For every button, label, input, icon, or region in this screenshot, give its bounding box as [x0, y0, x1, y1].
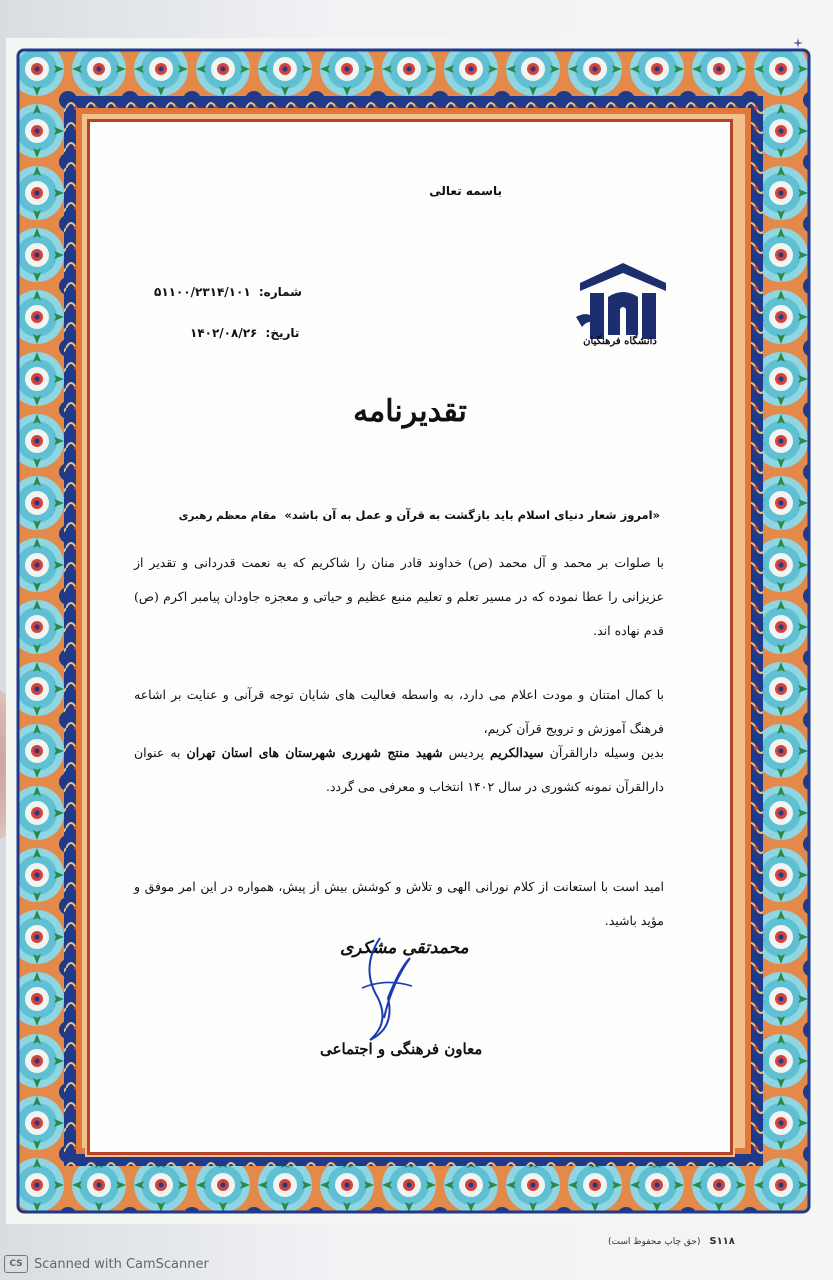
watermark-text: Scanned with CamScanner — [34, 1256, 209, 1272]
number-value: ۵۱۱۰۰/۲۳۱۴/۱۰۱ — [154, 285, 251, 299]
paragraph-3 — [134, 736, 664, 804]
p3-after: به عنوان دارالقرآن نمونه کشوری در سال ۱۴۰۲ انتخاب و معرفی می گردد. — [134, 745, 664, 794]
p3-mid: پردیس — [448, 745, 484, 760]
paragraph-2: با کمال امتنان و مودت اعلام می دارد، به واسطه فعالیت های شایان توجه قرآنی و عنایت بر اشاعه فرهنگ آموزش و ترویج قرآن کریم، — [134, 687, 664, 736]
quote-text: «امروز شعار دنیای اسلام باید بازگشت به قرآن و عمل به آن باشد» — [284, 508, 660, 522]
copyright-note: (حق چاپ محفوظ است) — [608, 1237, 701, 1247]
university-logo-text: دانشگاه فرهنگیان — [583, 336, 657, 347]
quote-source: مقام معظم رهبری — [178, 510, 277, 522]
handwritten-signature — [340, 928, 430, 1048]
date-label: تاریخ: — [265, 326, 300, 340]
form-code — [608, 1236, 735, 1247]
paragraph-4: امید است با استعانت از کلام نورانی الهی و تلاش و کوشش بیش از پیش، همواره در این امر موفق و مؤید باشید. — [134, 879, 664, 928]
p3-before: بدین وسیله دارالقرآن — [549, 745, 665, 760]
letter-date — [190, 326, 299, 340]
basmala: باسمه تعالی — [429, 184, 502, 198]
certificate-paper — [90, 122, 730, 1152]
date-value: ۱۴۰۲/۰۸/۲۶ — [190, 326, 258, 340]
certificate-title: تقدیرنامه — [353, 394, 467, 429]
paragraph-1: با صلوات بر محمد و آل محمد (ص) خداوند قادر منان را شاکریم که به نعمت قدردانی و تقدیر از عزیزانی را عطا نموده که در مسیر تعلم و تعلیم منبع عظیم و حیاتی و معجزه جاودان پیامبر اکرم (ص) قدم نهاده اند. — [134, 555, 664, 638]
certificate — [6, 38, 821, 1224]
leader-quote — [140, 508, 660, 522]
p3-bold-campus: شهید منتج شهرری شهرستان های استان تهران — [186, 745, 443, 760]
signer-name: محمدتقی مشکری — [340, 938, 469, 958]
p3-bold-name: سیدالکریم — [489, 745, 544, 760]
form-code-value: S۱۱۸ — [709, 1236, 735, 1247]
camscanner-logo-icon: CS — [4, 1255, 28, 1273]
letter-number — [154, 285, 302, 299]
star-mark-icon — [793, 38, 803, 48]
signer-title: معاون فرهنگی و اجتماعی — [320, 1040, 483, 1058]
number-label: شماره: — [258, 285, 302, 299]
camscanner-watermark — [4, 1254, 209, 1274]
